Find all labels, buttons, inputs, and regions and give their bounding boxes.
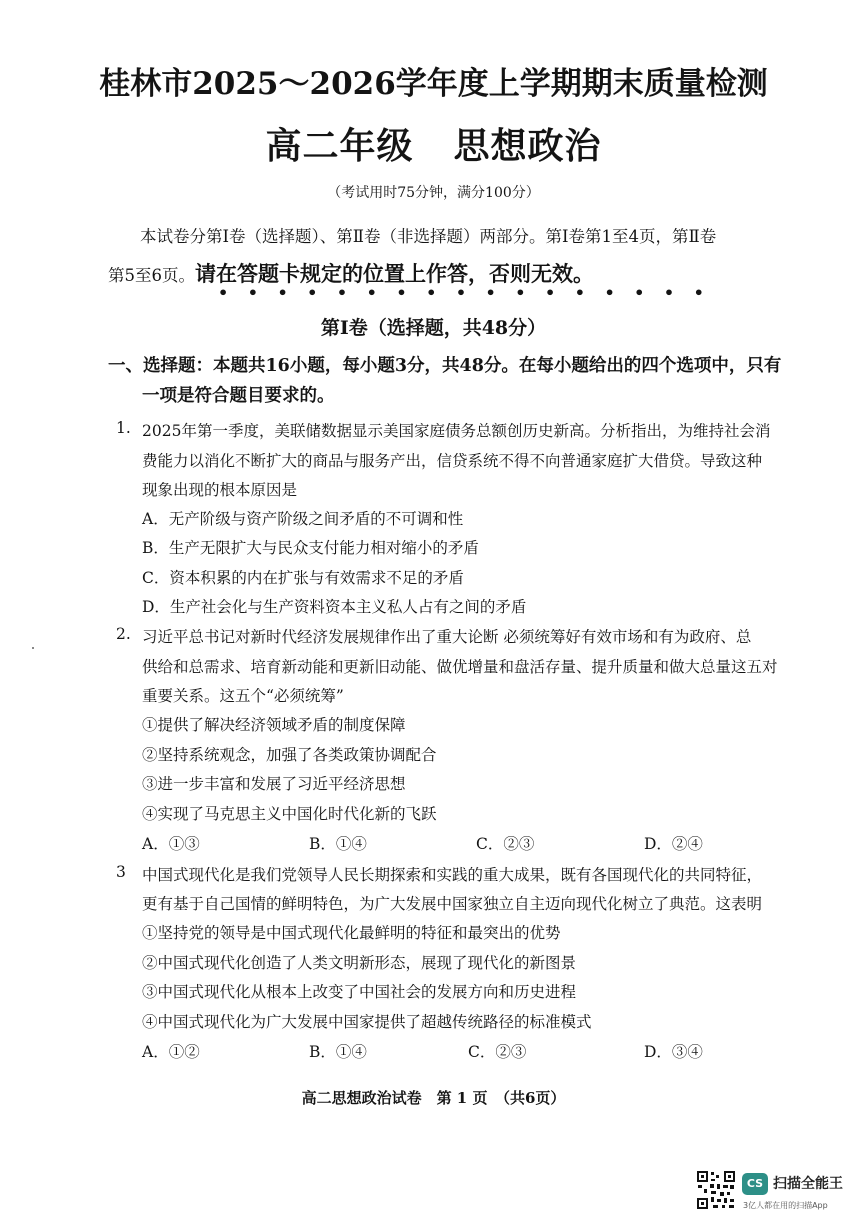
question-3-choice-b[interactable]: B．①④ — [309, 1043, 367, 1061]
scanner-app-logo: CS — [742, 1173, 768, 1195]
question-1-option-b[interactable]: B．生产无限扩大与民众支付能力相对缩小的矛盾 — [142, 539, 479, 557]
question-3-statement-1: ①坚持党的领导是中国式现代化最鲜明的特征和最突出的优势 — [142, 924, 561, 942]
emphasis-dots: ••••••••••••••••• — [218, 283, 724, 302]
exam-time-note: （考试用时75分钟，满分100分） — [327, 185, 540, 201]
question-2-choice-c[interactable]: C．②③ — [476, 835, 535, 853]
question-2-statement-2: ②坚持系统观念，加强了各类政策协调配合 — [142, 746, 437, 764]
exam-title: 桂林市2025～2026学年度上学期期末质量检测 — [99, 66, 768, 102]
question-1-stem-line-3: 现象出现的根本原因是 — [142, 481, 298, 499]
question-1-option-d[interactable]: D．生产社会化与生产资料资本主义私人占有之间的矛盾 — [142, 598, 527, 616]
subject-label: 思想政治 — [453, 125, 602, 167]
grade-label: 高二年级 — [265, 125, 414, 167]
answer-sheet-warning: 请在答题卡规定的位置上作答，否则无效。 — [195, 261, 594, 286]
question-2-choice-b[interactable]: B．①④ — [309, 835, 367, 853]
question-1-stem-line-1: 2025年第一季度，美联储数据显示美国家庭债务总额创历史新高。分析指出，为维持社会消 — [142, 422, 771, 440]
question-3-number: 3 — [116, 863, 126, 881]
intro-line-1: 本试卷分第Ⅰ卷（选择题）、第Ⅱ卷（非选择题）两部分。第Ⅰ卷第1至4页，第Ⅱ卷 — [140, 227, 717, 246]
question-3-statement-4: ④中国式现代化为广大发展中国家提供了超越传统路径的标准模式 — [142, 1013, 592, 1031]
question-3-choice-a[interactable]: A．①② — [142, 1043, 200, 1061]
instructions-line-2: 一项是符合题目要求的。 — [142, 386, 335, 406]
question-1-option-a[interactable]: A．无产阶级与资产阶级之间矛盾的不可调和性 — [142, 510, 464, 528]
question-3-stem-line-1: 中国式现代化是我们党领导人民长期探索和实践的重大成果，既有各国现代化的共同特征， — [142, 866, 763, 884]
question-2-number: 2. — [116, 625, 131, 643]
question-2-statement-3: ③进一步丰富和发展了习近平经济思想 — [142, 775, 406, 793]
question-2-choice-a[interactable]: A．①③ — [142, 835, 200, 853]
scanner-app-name: 扫描全能王 — [773, 1176, 843, 1192]
question-3-statement-3: ③中国式现代化从根本上改变了中国社会的发展方向和历史进程 — [142, 983, 577, 1001]
question-2-stem-line-2: 供给和总需求、培育新动能和更新旧动能、做优增量和盘活存量、提升质量和做大总量这五对 — [142, 658, 778, 676]
grade-subject-heading — [0, 118, 867, 169]
question-3-statement-2: ②中国式现代化创造了人类文明新形态，展现了现代化的新图景 — [142, 954, 577, 972]
question-1-option-c[interactable]: C．资本积累的内在扩张与有效需求不足的矛盾 — [142, 569, 464, 587]
instructions-line-1: 一、选择题：本题共16小题，每小题3分，共48分。在每小题给出的四个选项中，只有 — [108, 356, 782, 376]
question-1-stem-line-2: 费能力以消化不断扩大的商品与服务产出，信贷系统不得不向普通家庭扩大借贷。导致这种 — [142, 452, 763, 470]
question-3-stem-line-2: 更有基于自己国情的鲜明特色，为广大发展中国家独立自主迈向现代化树立了典范。这表明 — [142, 895, 763, 913]
question-2-stem-line-1: 习近平总书记对新时代经济发展规律作出了重大论断 必须统筹好有效市场和有为政府、总 — [142, 628, 752, 646]
question-3-choice-d[interactable]: D．③④ — [644, 1043, 703, 1061]
question-1-number: 1. — [116, 419, 131, 437]
question-2-statement-4: ④实现了马克思主义中国化时代化新的飞跃 — [142, 805, 437, 823]
section-title: 第Ⅰ卷（选择题，共48分） — [320, 317, 547, 339]
question-2-stem-line-3: 重要关系。这五个“必须统筹” — [142, 687, 344, 705]
intro-page-range: 第5至6页。 — [108, 266, 195, 285]
qr-code-icon — [696, 1170, 736, 1210]
question-2-choice-d[interactable]: D．②④ — [644, 835, 703, 853]
scan-speck — [32, 647, 34, 649]
question-3-choice-c[interactable]: C．②③ — [468, 1043, 527, 1061]
scanner-app-tagline: 3亿人都在用的扫描App — [743, 1201, 828, 1210]
question-2-statement-1: ①提供了解决经济领域矛盾的制度保障 — [142, 716, 406, 734]
page-footer: 高二思想政治试卷 第 1 页 （共6页） — [301, 1089, 566, 1107]
